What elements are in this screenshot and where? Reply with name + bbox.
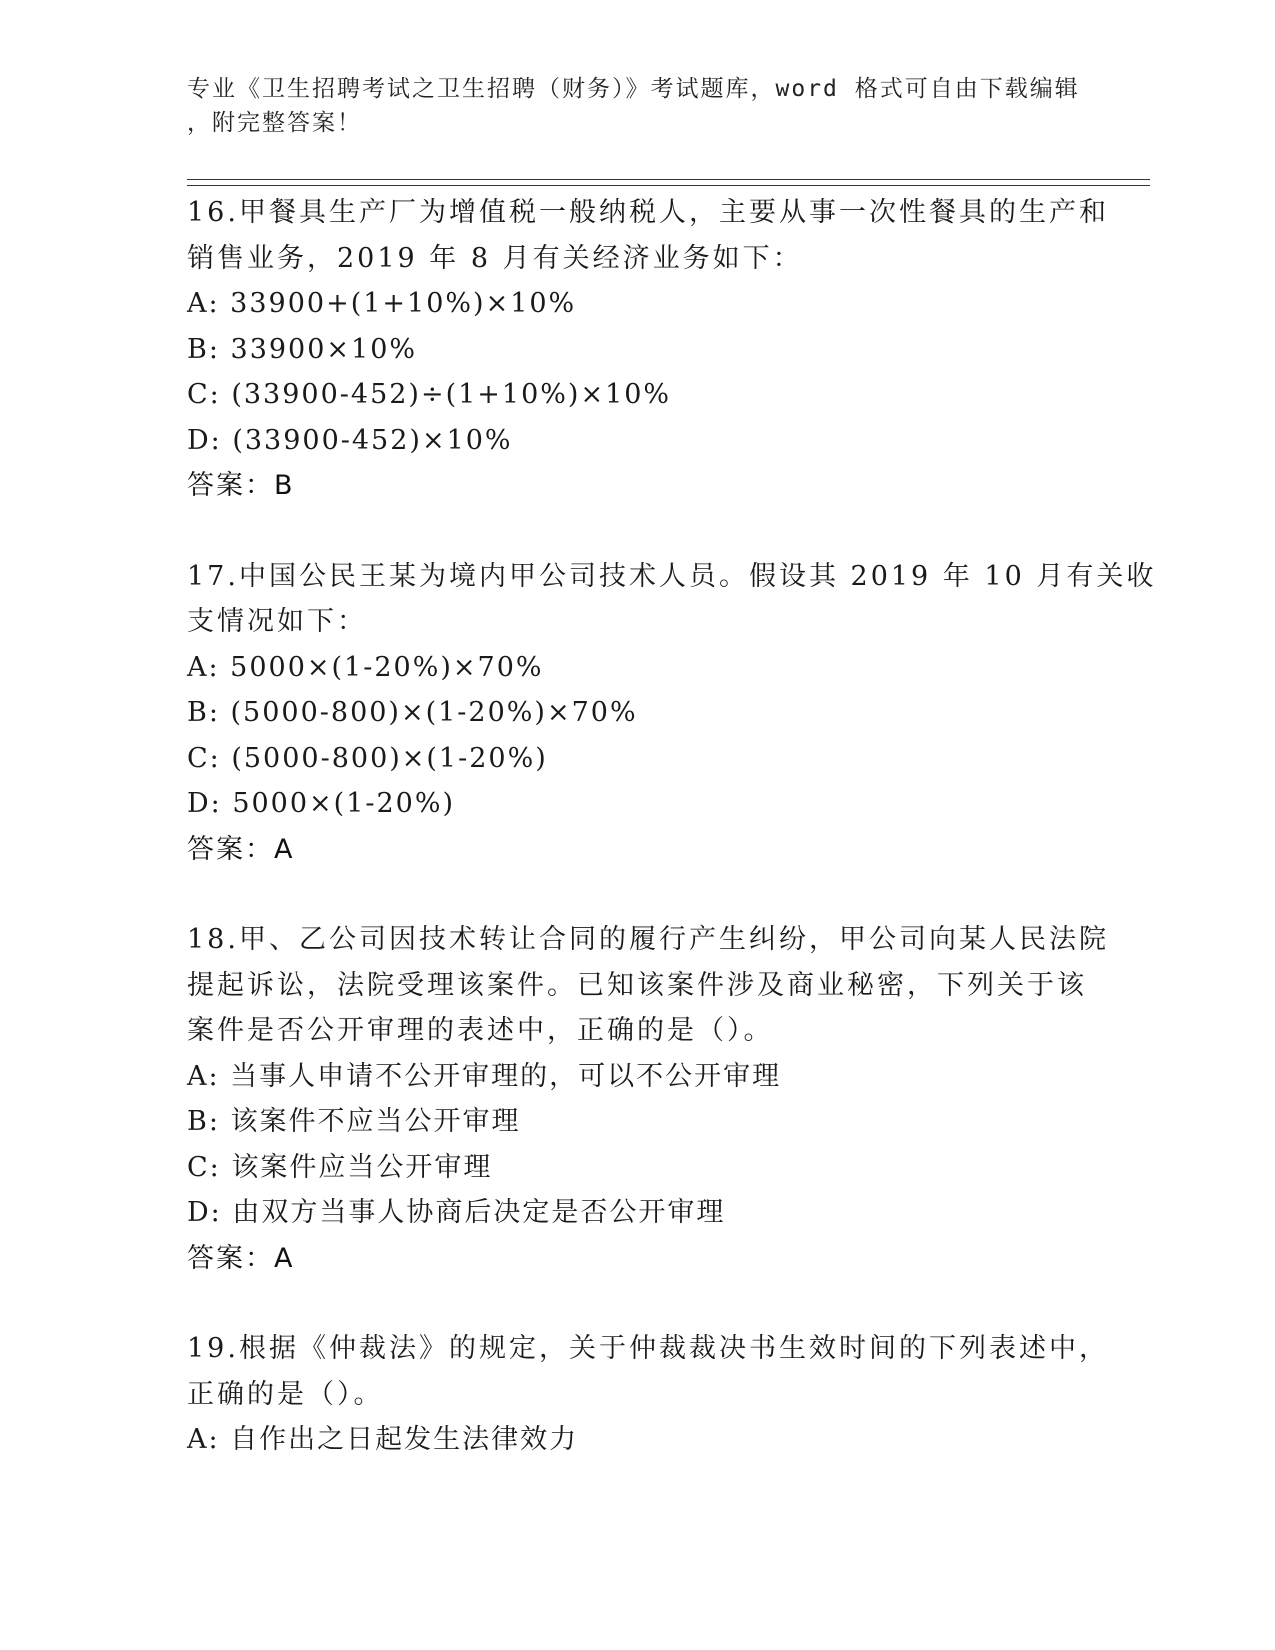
option-a: A: 自作出之日起发生法律效力 (187, 1424, 579, 1455)
question-18 (187, 917, 1109, 1281)
answer-text: 答案：B (187, 470, 295, 501)
option-d: D: 由双方当事人协商后决定是否公开审理 (187, 1197, 726, 1228)
question-19 (187, 1326, 1109, 1463)
option-b: B: (5000-800)×(1-20%)×70% (187, 697, 638, 728)
option-c: C: 该案件应当公开审理 (187, 1151, 493, 1183)
question-stem: 销售业务，2019 年 8 月有关经济业务如下： (187, 242, 803, 274)
option-a: A: 5000×(1-20%)×70% (187, 651, 544, 683)
option-d: D: (33900-452)×10% (187, 424, 513, 456)
header-line: 专业《卫生招聘考试之卫生招聘（财务）》考试题库，word 格式可自由下载编辑 (187, 76, 1080, 102)
question-17 (187, 554, 1157, 873)
header-line: ，附完整答案！ (187, 110, 362, 136)
question-16 (187, 190, 1109, 509)
question-stem: 16.甲餐具生产厂为增值税一般纳税人，主要从事一次性餐具的生产和 (187, 197, 1109, 228)
option-c: C: (5000-800)×(1-20%) (187, 742, 548, 774)
option-b: B: 该案件不应当公开审理 (187, 1106, 521, 1137)
question-list (187, 190, 1157, 1508)
document-header (187, 72, 1087, 140)
option-c: C: (33900-452)÷(1+10%)×10% (187, 379, 672, 410)
option-a: A: 33900+(1+10%)×10% (187, 288, 577, 319)
header-divider (187, 185, 1150, 186)
question-stem: 17.中国公民王某为境内甲公司技术人员。假设其 2019 年 10 月有关收 (187, 560, 1157, 592)
question-stem: 提起诉讼，法院受理该案件。已知该案件涉及商业秘密，下列关于该 (187, 969, 1087, 1001)
answer-text: 答案：A (187, 833, 295, 865)
question-stem: 19.根据《仲裁法》的规定，关于仲裁裁决书生效时间的下列表述中， (187, 1333, 1109, 1364)
option-b: B: 33900×10% (187, 333, 418, 365)
question-stem: 18.甲、乙公司因技术转让合同的履行产生纠纷，甲公司向某人民法院 (187, 924, 1109, 955)
answer-text: 答案：A (187, 1242, 295, 1274)
question-stem: 正确的是（）。 (187, 1378, 384, 1410)
header-divider (187, 179, 1150, 180)
question-stem: 支情况如下： (187, 606, 367, 637)
option-d: D: 5000×(1-20%) (187, 788, 456, 819)
option-a: A: 当事人申请不公开审理的，可以不公开审理 (187, 1060, 782, 1092)
question-stem: 案件是否公开审理的表述中，正确的是（）。 (187, 1015, 774, 1046)
